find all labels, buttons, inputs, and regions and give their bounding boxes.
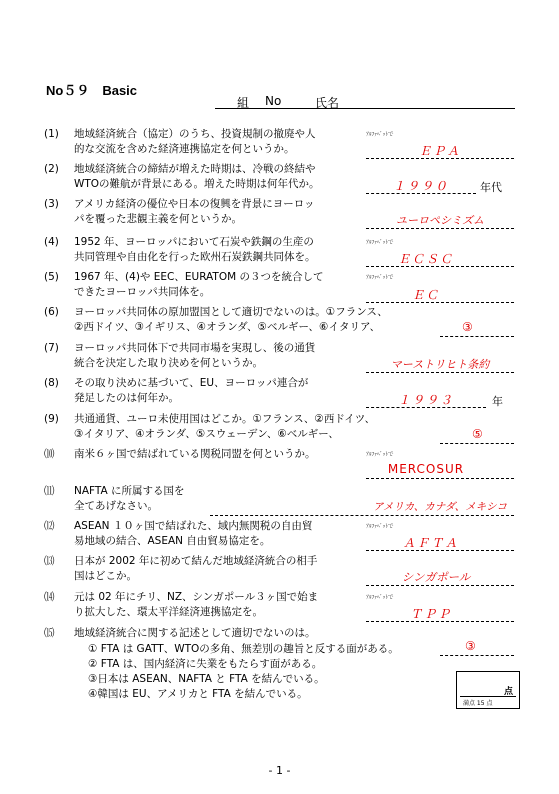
answer-field-7[interactable] (366, 372, 514, 373)
answer-8-suffix: 年 (492, 395, 503, 408)
answer-field-3[interactable] (366, 228, 514, 229)
answer-14: ＴＰＰ (409, 607, 452, 621)
answer-2: １９９０ (392, 179, 449, 193)
number-label: No (265, 94, 282, 108)
answer-13: シンガポール (401, 570, 471, 584)
answer-3: ユーロペシミズム (396, 214, 484, 227)
score-box (456, 671, 520, 709)
class-label: 組 (237, 96, 250, 110)
score-unit: 点 (503, 687, 513, 697)
q15-option-1: ① FTA は GATT、WTOの多角、無差別の趣旨と反する面がある。 (88, 643, 399, 655)
q15-option-2: ② FTA は、国内経済に失業をもたらす面がある。 (88, 658, 323, 670)
name-field[interactable] (215, 94, 515, 109)
score-divider (460, 696, 516, 697)
answer-field-9[interactable] (440, 443, 514, 444)
answer-10: MERCOSUR (387, 462, 465, 476)
full-score: 満点 15 点 (463, 700, 493, 707)
worksheet-title: No５９ Basic (46, 83, 138, 98)
answer-2-suffix: 年代 (480, 181, 502, 194)
name-label: 氏名 (315, 96, 340, 110)
answer-6: ③ (462, 320, 473, 334)
answer-7: マーストリヒト条約 (390, 358, 490, 371)
answer-field-6[interactable] (440, 336, 514, 337)
q15-option-4: ④韓国は EU、アメリカと FTA を結んでいる。 (88, 688, 308, 700)
answer-11: アメリカ、カナダ、メキシコ (372, 501, 508, 513)
answer-field-13[interactable] (366, 585, 514, 586)
answer-1: ＥＰＡ (418, 144, 461, 158)
answer-12: ＡＦＴＡ (402, 536, 459, 550)
answer-9: ⑤ (472, 427, 483, 441)
page-number: - 1 - (268, 764, 291, 777)
answer-field-11[interactable] (210, 515, 514, 516)
answer-5: ＥＣ (411, 288, 440, 302)
answer-field-10[interactable] (366, 478, 514, 479)
answer-field-15[interactable] (440, 655, 514, 656)
answer-4: ＥＣＳＣ (397, 252, 454, 266)
answer-15: ③ (465, 639, 476, 653)
answer-8: １９９３ (397, 393, 454, 407)
q15-option-3: ③日本は ASEAN、NAFTA と FTA を結んでいる。 (88, 673, 325, 685)
